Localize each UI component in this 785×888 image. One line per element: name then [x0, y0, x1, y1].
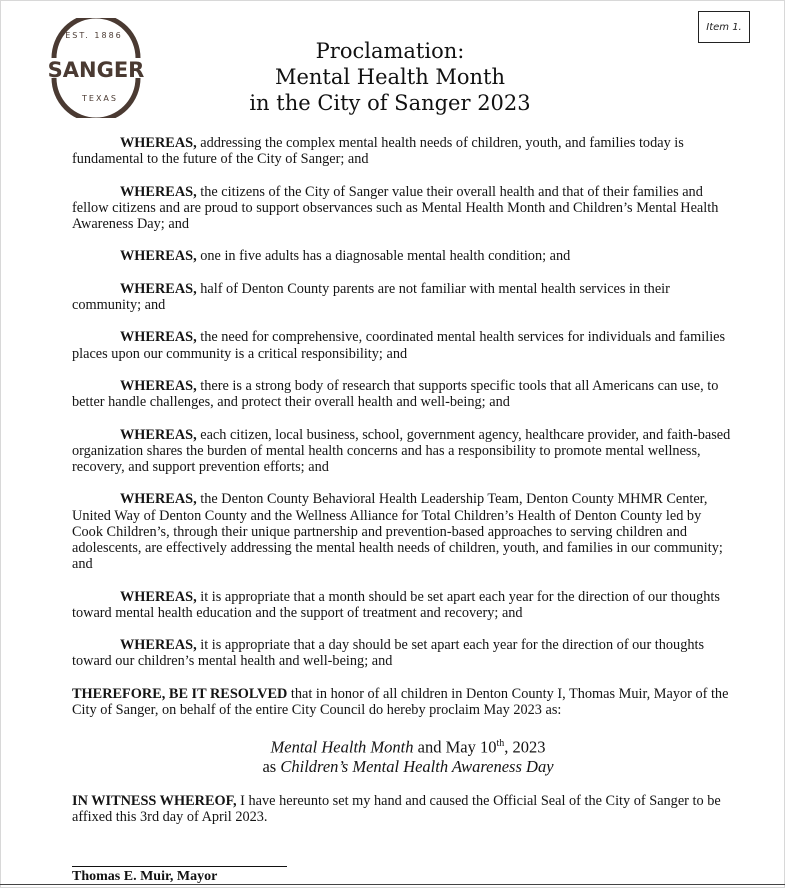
whereas-keyword: WHEREAS, [120, 329, 197, 346]
whereas-paragraph [72, 281, 732, 313]
witness-paragraph [72, 793, 732, 825]
whereas-keyword: WHEREAS, [120, 183, 197, 200]
whereas-keyword: WHEREAS, [120, 588, 197, 605]
signature-name: Thomas E. Muir, Mayor [72, 869, 218, 884]
bottom-rule [0, 884, 785, 885]
whereas-text: it is appropriate that a month should be set apart each year for the direction of our thoughts toward mental health education and the support of treatment and recovery; and [72, 588, 720, 621]
whereas-paragraph [72, 184, 732, 233]
proclaim-month: Mental Health Month [270, 737, 414, 757]
title-line-3: in the City of Sanger 2023 [249, 91, 531, 115]
witness-text: I have hereunto set my hand and caused the Official Seal of the City of Sanger to be affixed this 3rd day of April 2023. [72, 792, 721, 826]
witness-keyword: IN WITNESS WHEREOF, [72, 792, 237, 809]
title-line-2: Mental Health Month [274, 65, 506, 89]
whereas-keyword: WHEREAS, [120, 135, 197, 151]
whereas-text: the Denton County Behavioral Health Leadership Team, Denton County MHMR Center, United Way of Denton County and the Wellness Alliance for Total Children’s Health of Denton County led by Cook Children’s, through their unique partnership and prevention-based approaches to serving children and adolescents, are effectively addressing the mental health needs of children, youth, and families in our community; and [72, 491, 723, 573]
whereas-paragraph [72, 637, 732, 669]
whereas-text: the citizens of the City of Sanger value their overall health and that of their families and fellow citizens and are proud to support observances such as Mental Health Month and Children’s Mental Health Awareness Day; and [72, 183, 719, 232]
whereas-keyword: WHEREAS, [120, 637, 197, 654]
whereas-paragraph [72, 589, 732, 621]
therefore-keyword: THEREFORE, BE IT RESOLVED [72, 685, 288, 702]
whereas-text: there is a strong body of research that supports specific tools that all Americans can use, to better handle challenges, and protect their overall health and well-being; and [72, 377, 719, 411]
page-title [210, 38, 570, 116]
whereas-text: half of Denton County parents are not familiar with mental health services in their community; and [72, 280, 670, 313]
whereas-paragraph [72, 329, 732, 361]
logo-name: SANGER [47, 58, 145, 82]
whereas-keyword: WHEREAS, [120, 491, 197, 508]
whereas-text: one in five adults has a diagnosable mental health condition; and [196, 248, 571, 265]
item-label: Item 1. [706, 21, 742, 33]
therefore-paragraph [72, 686, 732, 718]
whereas-paragraph [72, 135, 732, 167]
whereas-paragraph [72, 248, 732, 264]
therefore-text: that in honor of all children in Denton County I, Thomas Muir, Mayor of the City of Sanger, on behalf of the entire City Council do hereby proclaim May 2023 as: [72, 685, 729, 718]
logo-est: EST. 1886 [65, 31, 123, 40]
proclamation-statement [72, 734, 732, 776]
whereas-text: addressing the complex mental health needs of children, youth, and families today is fundamental to the future of the City of Sanger; and [72, 135, 684, 168]
whereas-text: it is appropriate that a day should be set apart each year for the direction of our thoughts toward our children’s mental health and well-being; and [72, 637, 705, 670]
whereas-keyword: WHEREAS, [120, 426, 197, 443]
proclaim-day: Children’s Mental Health Awareness Day [280, 756, 554, 776]
proclaim-year: , 2023 [504, 737, 546, 757]
proclamation-line-2 [84, 757, 732, 776]
proclaim-mid: and May 10 [413, 737, 497, 757]
city-logo [44, 18, 148, 118]
proclamation-body [72, 135, 732, 841]
proclaim-sup: th [496, 738, 505, 750]
item-label-box [698, 11, 750, 43]
whereas-keyword: WHEREAS, [120, 248, 197, 265]
whereas-paragraph [72, 491, 732, 572]
title-line-1: Proclamation: [315, 39, 465, 63]
logo-state: TEXAS [82, 94, 118, 103]
proclamation-line-1 [84, 734, 732, 757]
whereas-paragraph [72, 378, 732, 410]
whereas-text: each citizen, local business, school, government agency, healthcare provider, and faith-based organization shares the burden of mental health concerns and has a responsibility to promote mental wellness, recovery, and support prevention efforts; and [72, 426, 731, 475]
whereas-keyword: WHEREAS, [120, 377, 197, 394]
proclaim-as: as [262, 756, 281, 776]
whereas-text: the need for comprehensive, coordinated mental health services for individuals and families places upon our community is a critical responsibility; and [72, 329, 726, 362]
whereas-keyword: WHEREAS, [120, 280, 197, 297]
signature-line [72, 866, 287, 867]
whereas-paragraph [72, 427, 732, 476]
